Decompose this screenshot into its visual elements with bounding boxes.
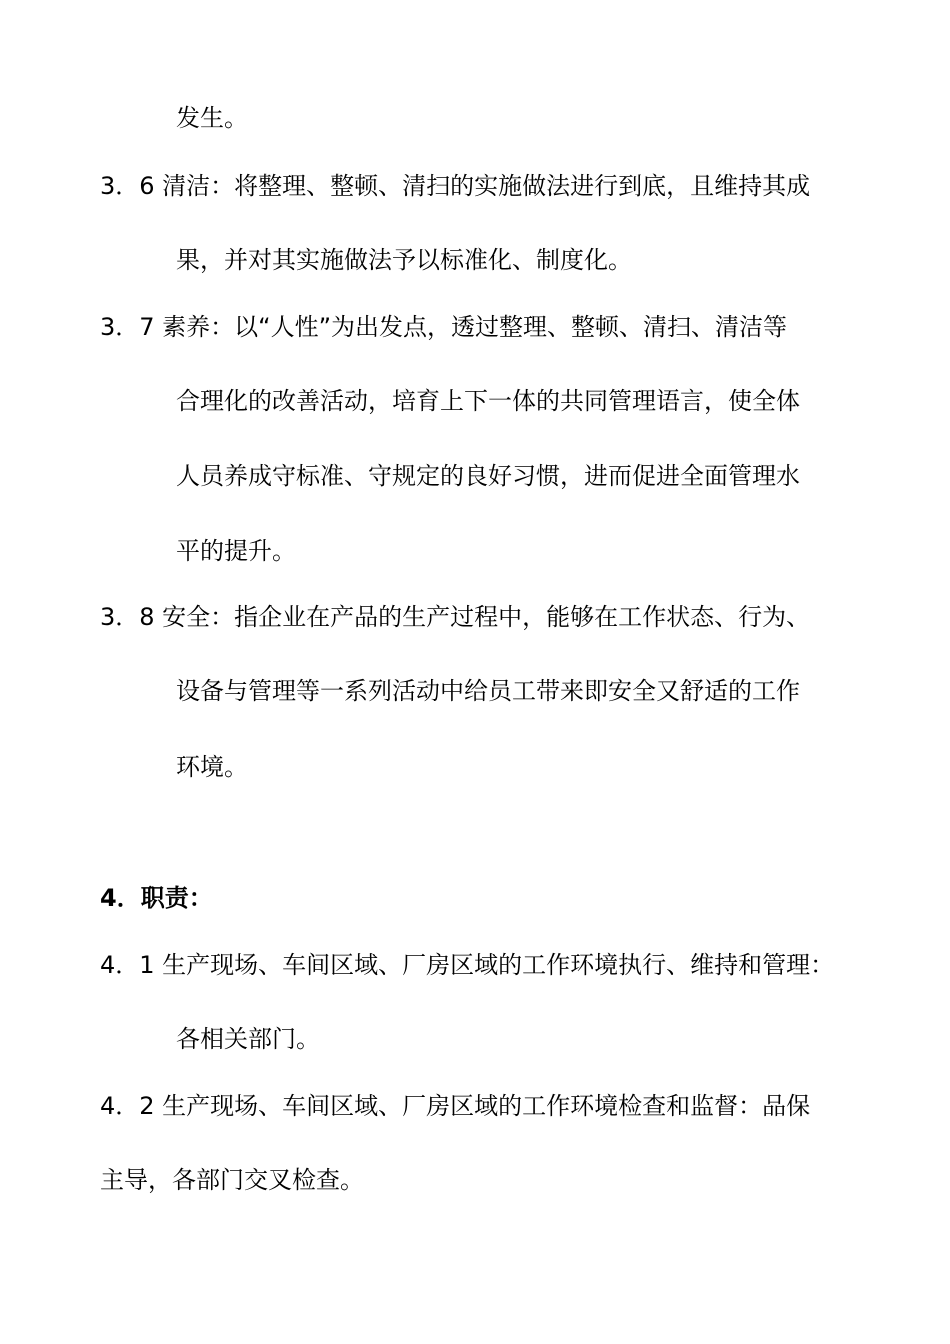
item-line: 设备与管理等一系列活动中给员工带来即安全又舒适的工作 [176,677,800,705]
item-line: 3．8 安全：指企业在产品的生产过程中，能够在工作状态、行为、 [100,603,811,631]
item-line: 3．6 清洁：将整理、整顿、清扫的实施做法进行到底，且维持其成 [100,172,811,200]
item-line: 主导，各部门交叉检查。 [100,1166,364,1194]
item-line: 环境。 [176,753,248,781]
item-line: 果，并对其实施做法予以标准化、制度化。 [176,246,632,274]
item-line: 合理化的改善活动，培育上下一体的共同管理语言，使全体 [176,387,800,415]
item-line: 人员养成守标准、守规定的良好习惯，进而促进全面管理水 [176,462,800,490]
item-line: 各相关部门。 [176,1025,320,1053]
item-line: 平的提升。 [176,537,296,565]
item-line: 4．1 生产现场、车间区域、厂房区域的工作环境执行、维持和管理： [100,951,835,979]
item-line: 3．7 素养：以“人性”为出发点，透过整理、整顿、清扫、清洁等 [100,313,788,341]
continuation-text: 发生。 [176,104,248,132]
section-4-heading: 4．职责： [100,884,213,912]
item-line: 4．2 生产现场、车间区域、厂房区域的工作环境检查和监督：品保 [100,1092,811,1120]
